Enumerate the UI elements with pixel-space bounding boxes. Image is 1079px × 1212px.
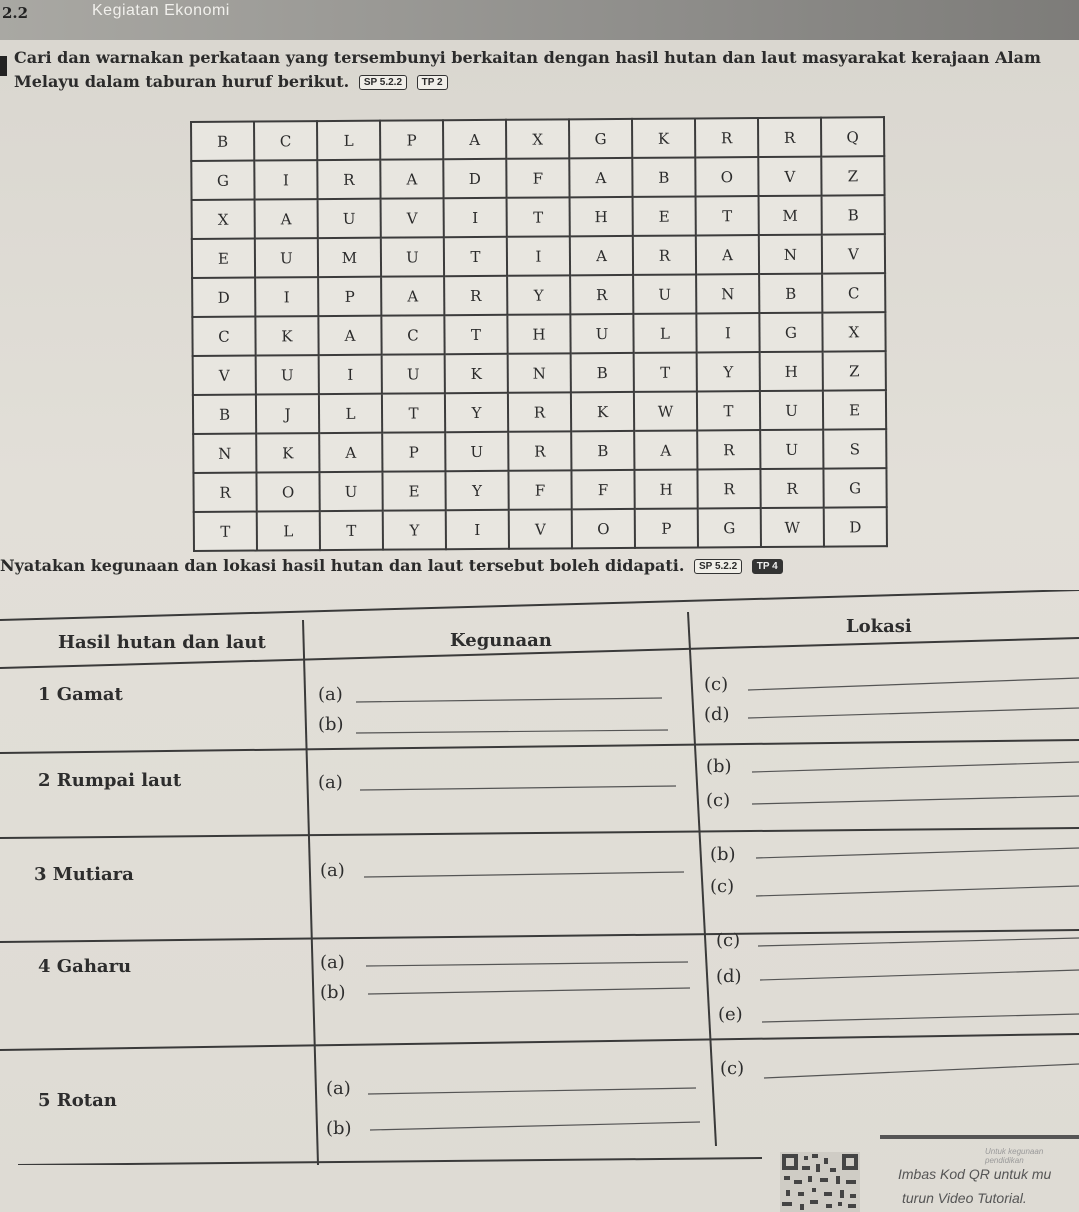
grid-letter[interactable]: L bbox=[633, 313, 696, 352]
grid-letter[interactable]: D bbox=[443, 159, 506, 198]
grid-letter[interactable]: P bbox=[380, 120, 443, 159]
kegunaan-label: (a) bbox=[320, 860, 345, 881]
header-hasil: Hasil hutan dan laut bbox=[58, 632, 266, 653]
grid-letter[interactable]: K bbox=[571, 392, 634, 431]
grid-letter[interactable]: O bbox=[572, 509, 635, 548]
row-item: 1 Gamat bbox=[38, 684, 123, 705]
word-search-grid bbox=[190, 116, 888, 552]
qr-caption-line1: Imbas Kod QR untuk mu bbox=[898, 1166, 1052, 1182]
section-title: Kegiatan Ekonomi bbox=[92, 2, 230, 19]
lokasi-label: (c) bbox=[720, 1058, 745, 1079]
grid-letter[interactable]: E bbox=[823, 390, 886, 429]
grid-letter[interactable]: G bbox=[191, 161, 254, 200]
grid-letter[interactable]: I bbox=[254, 160, 317, 199]
lokasi-label: (b) bbox=[706, 756, 732, 777]
answer-table-lines bbox=[0, 590, 1079, 1165]
grid-letter[interactable]: E bbox=[192, 239, 255, 278]
row-item: 5 Rotan bbox=[38, 1090, 117, 1111]
activity1-text: Cari dan warnakan perkataan yang tersembunyi berkaitan dengan hasil hutan dan laut masyarakat kerajaan Alam Melayu dalam taburan huruf berikut. bbox=[14, 48, 1041, 91]
row-item: 2 Rumpai laut bbox=[38, 770, 182, 791]
grid-letter[interactable]: R bbox=[695, 118, 758, 157]
lokasi-label: (e) bbox=[718, 1004, 743, 1025]
grid-letter[interactable]: G bbox=[823, 468, 886, 507]
grid-letter[interactable]: G bbox=[569, 119, 632, 158]
grid-letter[interactable]: I bbox=[507, 236, 570, 275]
grid-row bbox=[191, 156, 884, 200]
grid-letter[interactable]: X bbox=[822, 312, 885, 351]
grid-letter[interactable]: Y bbox=[445, 393, 508, 432]
grid-letter[interactable]: C bbox=[192, 317, 255, 356]
grid-letter[interactable]: C bbox=[822, 273, 885, 312]
grid-letter[interactable]: I bbox=[446, 510, 509, 549]
tp-tag: TP 2 bbox=[417, 75, 448, 90]
grid-letter[interactable]: B bbox=[193, 395, 256, 434]
sp-tag: SP 5.2.2 bbox=[694, 559, 742, 574]
grid-letter[interactable]: X bbox=[192, 200, 255, 239]
grid-letter[interactable]: U bbox=[255, 238, 318, 277]
grid-letter[interactable]: W bbox=[761, 508, 824, 547]
lokasi-label: (c) bbox=[710, 876, 735, 897]
grid-letter[interactable]: L bbox=[257, 511, 320, 550]
grid-row bbox=[193, 468, 886, 512]
grid-letter[interactable]: T bbox=[634, 352, 697, 391]
row-item: 4 Gaharu bbox=[38, 956, 132, 977]
kegunaan-label: (b) bbox=[326, 1118, 352, 1139]
header-kegunaan: Kegunaan bbox=[450, 630, 552, 651]
grid-letter[interactable]: U bbox=[445, 432, 508, 471]
grid-letter[interactable]: F bbox=[571, 470, 634, 509]
grid-letter[interactable]: X bbox=[506, 119, 569, 158]
grid-letter[interactable]: K bbox=[255, 316, 318, 355]
grid-letter[interactable]: U bbox=[319, 472, 382, 511]
grid-letter[interactable]: T bbox=[697, 391, 760, 430]
footer-small-text: Untuk kegunaan pendidikan bbox=[985, 1147, 1044, 1165]
grid-letter[interactable]: B bbox=[191, 122, 254, 161]
grid-letter[interactable]: U bbox=[256, 355, 319, 394]
grid-letter[interactable]: H bbox=[760, 352, 823, 391]
grid-letter[interactable]: A bbox=[634, 430, 697, 469]
lokasi-label: (c) bbox=[716, 930, 741, 951]
grid-letter[interactable]: J bbox=[256, 394, 319, 433]
grid-letter[interactable]: P bbox=[635, 508, 698, 547]
grid-row bbox=[193, 390, 886, 434]
grid-row bbox=[193, 429, 886, 473]
grid-letter[interactable]: K bbox=[256, 433, 319, 472]
grid-letter[interactable]: T bbox=[696, 196, 759, 235]
grid-letter[interactable]: R bbox=[697, 430, 760, 469]
grid-letter[interactable]: Y bbox=[697, 352, 760, 391]
lokasi-label: (c) bbox=[704, 674, 729, 695]
grid-letter[interactable]: O bbox=[256, 472, 319, 511]
grid-row bbox=[193, 351, 886, 395]
answer-table bbox=[0, 590, 1079, 1165]
grid-letter[interactable]: O bbox=[695, 157, 758, 196]
grid-letter[interactable]: R bbox=[760, 469, 823, 508]
kegunaan-label: (a) bbox=[318, 684, 343, 705]
grid-letter[interactable]: U bbox=[381, 237, 444, 276]
grid-letter[interactable]: C bbox=[254, 121, 317, 160]
grid-letter[interactable]: M bbox=[318, 238, 381, 277]
grid-row bbox=[192, 195, 885, 239]
lokasi-label: (c) bbox=[706, 790, 731, 811]
grid-letter[interactable]: A bbox=[696, 235, 759, 274]
grid-letter[interactable]: R bbox=[508, 392, 571, 431]
activity2-instruction bbox=[0, 556, 783, 575]
grid-letter[interactable]: T bbox=[444, 237, 507, 276]
grid-letter[interactable]: A bbox=[319, 433, 382, 472]
grid-letter[interactable]: R bbox=[758, 118, 821, 157]
grid-letter[interactable]: B bbox=[571, 431, 634, 470]
grid-letter[interactable]: D bbox=[824, 507, 887, 546]
grid-letter[interactable]: S bbox=[823, 429, 886, 468]
grid-letter[interactable]: V bbox=[193, 356, 256, 395]
grid-letter[interactable]: H bbox=[634, 469, 697, 508]
activity1-instruction bbox=[14, 46, 1074, 94]
grid-letter[interactable]: N bbox=[759, 235, 822, 274]
grid-letter[interactable]: Q bbox=[821, 117, 884, 156]
kegunaan-label: (b) bbox=[318, 714, 344, 735]
qr-code-icon bbox=[780, 1152, 860, 1212]
grid-letter[interactable]: U bbox=[633, 274, 696, 313]
grid-letter[interactable]: H bbox=[570, 197, 633, 236]
grid-letter[interactable]: G bbox=[759, 313, 822, 352]
grid-letter[interactable]: C bbox=[381, 315, 444, 354]
grid-letter[interactable]: H bbox=[507, 314, 570, 353]
grid-letter[interactable]: A bbox=[570, 236, 633, 275]
grid-letter[interactable]: F bbox=[506, 158, 569, 197]
grid-row bbox=[191, 117, 884, 161]
grid-letter[interactable]: Z bbox=[823, 351, 886, 390]
grid-letter[interactable]: I bbox=[444, 198, 507, 237]
grid-letter[interactable]: K bbox=[632, 118, 695, 157]
grid-letter[interactable]: B bbox=[571, 353, 634, 392]
grid-letter[interactable]: A bbox=[569, 158, 632, 197]
grid-letter[interactable]: A bbox=[443, 120, 506, 159]
grid-letter[interactable]: Y bbox=[445, 471, 508, 510]
grid-letter[interactable]: R bbox=[570, 275, 633, 314]
grid-letter[interactable]: A bbox=[381, 276, 444, 315]
lokasi-label: (b) bbox=[710, 844, 736, 865]
footer-divider bbox=[880, 1135, 1079, 1139]
grid-letter[interactable]: N bbox=[696, 274, 759, 313]
grid-letter[interactable]: L bbox=[317, 121, 380, 160]
lokasi-label: (d) bbox=[704, 704, 730, 725]
kegunaan-label: (a) bbox=[320, 952, 345, 973]
grid-letter[interactable]: G bbox=[698, 508, 761, 547]
grid-letter[interactable]: W bbox=[634, 391, 697, 430]
grid-letter[interactable]: E bbox=[633, 196, 696, 235]
grid-letter[interactable]: N bbox=[193, 434, 256, 473]
grid-letter[interactable]: V bbox=[758, 157, 821, 196]
grid-letter[interactable]: T bbox=[444, 315, 507, 354]
grid-letter[interactable]: R bbox=[697, 469, 760, 508]
grid-row bbox=[192, 312, 885, 356]
kegunaan-label: (a) bbox=[326, 1078, 351, 1099]
grid-letter[interactable]: U bbox=[760, 391, 823, 430]
header-lokasi: Lokasi bbox=[846, 616, 912, 637]
activity2-text: Nyatakan kegunaan dan lokasi hasil hutan dan laut tersebut boleh didapati. bbox=[0, 556, 685, 575]
row-item: 3 Mutiara bbox=[34, 864, 134, 885]
grid-letter[interactable]: M bbox=[759, 196, 822, 235]
grid-letter[interactable]: U bbox=[382, 354, 445, 393]
grid-letter[interactable]: R bbox=[508, 431, 571, 470]
kegunaan-label: (b) bbox=[320, 982, 346, 1003]
grid-letter[interactable]: K bbox=[445, 354, 508, 393]
grid-letter[interactable]: R bbox=[633, 235, 696, 274]
grid-letter[interactable]: A bbox=[318, 316, 381, 355]
tp-tag: TP 4 bbox=[752, 559, 783, 574]
grid-letter[interactable]: A bbox=[380, 159, 443, 198]
grid-letter[interactable]: U bbox=[570, 314, 633, 353]
activity-marker bbox=[0, 56, 7, 76]
grid-letter[interactable]: B bbox=[632, 157, 695, 196]
grid-letter[interactable]: B bbox=[759, 274, 822, 313]
grid-letter[interactable]: T bbox=[194, 512, 257, 551]
lokasi-label: (d) bbox=[716, 966, 742, 987]
grid-letter[interactable]: I bbox=[696, 313, 759, 352]
grid-letter[interactable]: F bbox=[508, 470, 571, 509]
grid-letter[interactable]: V bbox=[822, 234, 885, 273]
grid-letter[interactable]: A bbox=[255, 199, 318, 238]
grid-letter[interactable]: T bbox=[320, 511, 383, 550]
grid-letter[interactable]: R bbox=[317, 160, 380, 199]
grid-row bbox=[194, 507, 887, 551]
grid-letter[interactable]: I bbox=[319, 355, 382, 394]
grid-letter[interactable]: V bbox=[509, 509, 572, 548]
grid-letter[interactable]: N bbox=[508, 353, 571, 392]
grid-letter[interactable]: P bbox=[382, 432, 445, 471]
grid-row bbox=[192, 273, 885, 317]
grid-letter[interactable]: E bbox=[382, 471, 445, 510]
qr-caption-line2: turun Video Tutorial. bbox=[902, 1190, 1027, 1206]
grid-row bbox=[192, 234, 885, 278]
grid-letter[interactable]: V bbox=[381, 198, 444, 237]
grid-letter[interactable]: D bbox=[192, 278, 255, 317]
grid-letter[interactable]: U bbox=[318, 199, 381, 238]
grid-letter[interactable]: P bbox=[318, 277, 381, 316]
sp-tag: SP 5.2.2 bbox=[359, 75, 407, 90]
section-number: 2.2 bbox=[2, 4, 29, 22]
grid-letter[interactable]: L bbox=[319, 394, 382, 433]
grid-letter[interactable]: Z bbox=[821, 156, 884, 195]
grid-letter[interactable]: Y bbox=[507, 275, 570, 314]
grid-letter[interactable]: I bbox=[255, 277, 318, 316]
grid-letter[interactable]: R bbox=[193, 473, 256, 512]
grid-letter[interactable]: T bbox=[382, 393, 445, 432]
grid-letter[interactable]: B bbox=[822, 195, 885, 234]
grid-letter[interactable]: R bbox=[444, 276, 507, 315]
grid-letter[interactable]: U bbox=[760, 430, 823, 469]
grid-letter[interactable]: T bbox=[507, 197, 570, 236]
grid-letter[interactable]: Y bbox=[383, 510, 446, 549]
kegunaan-label: (a) bbox=[318, 772, 343, 793]
